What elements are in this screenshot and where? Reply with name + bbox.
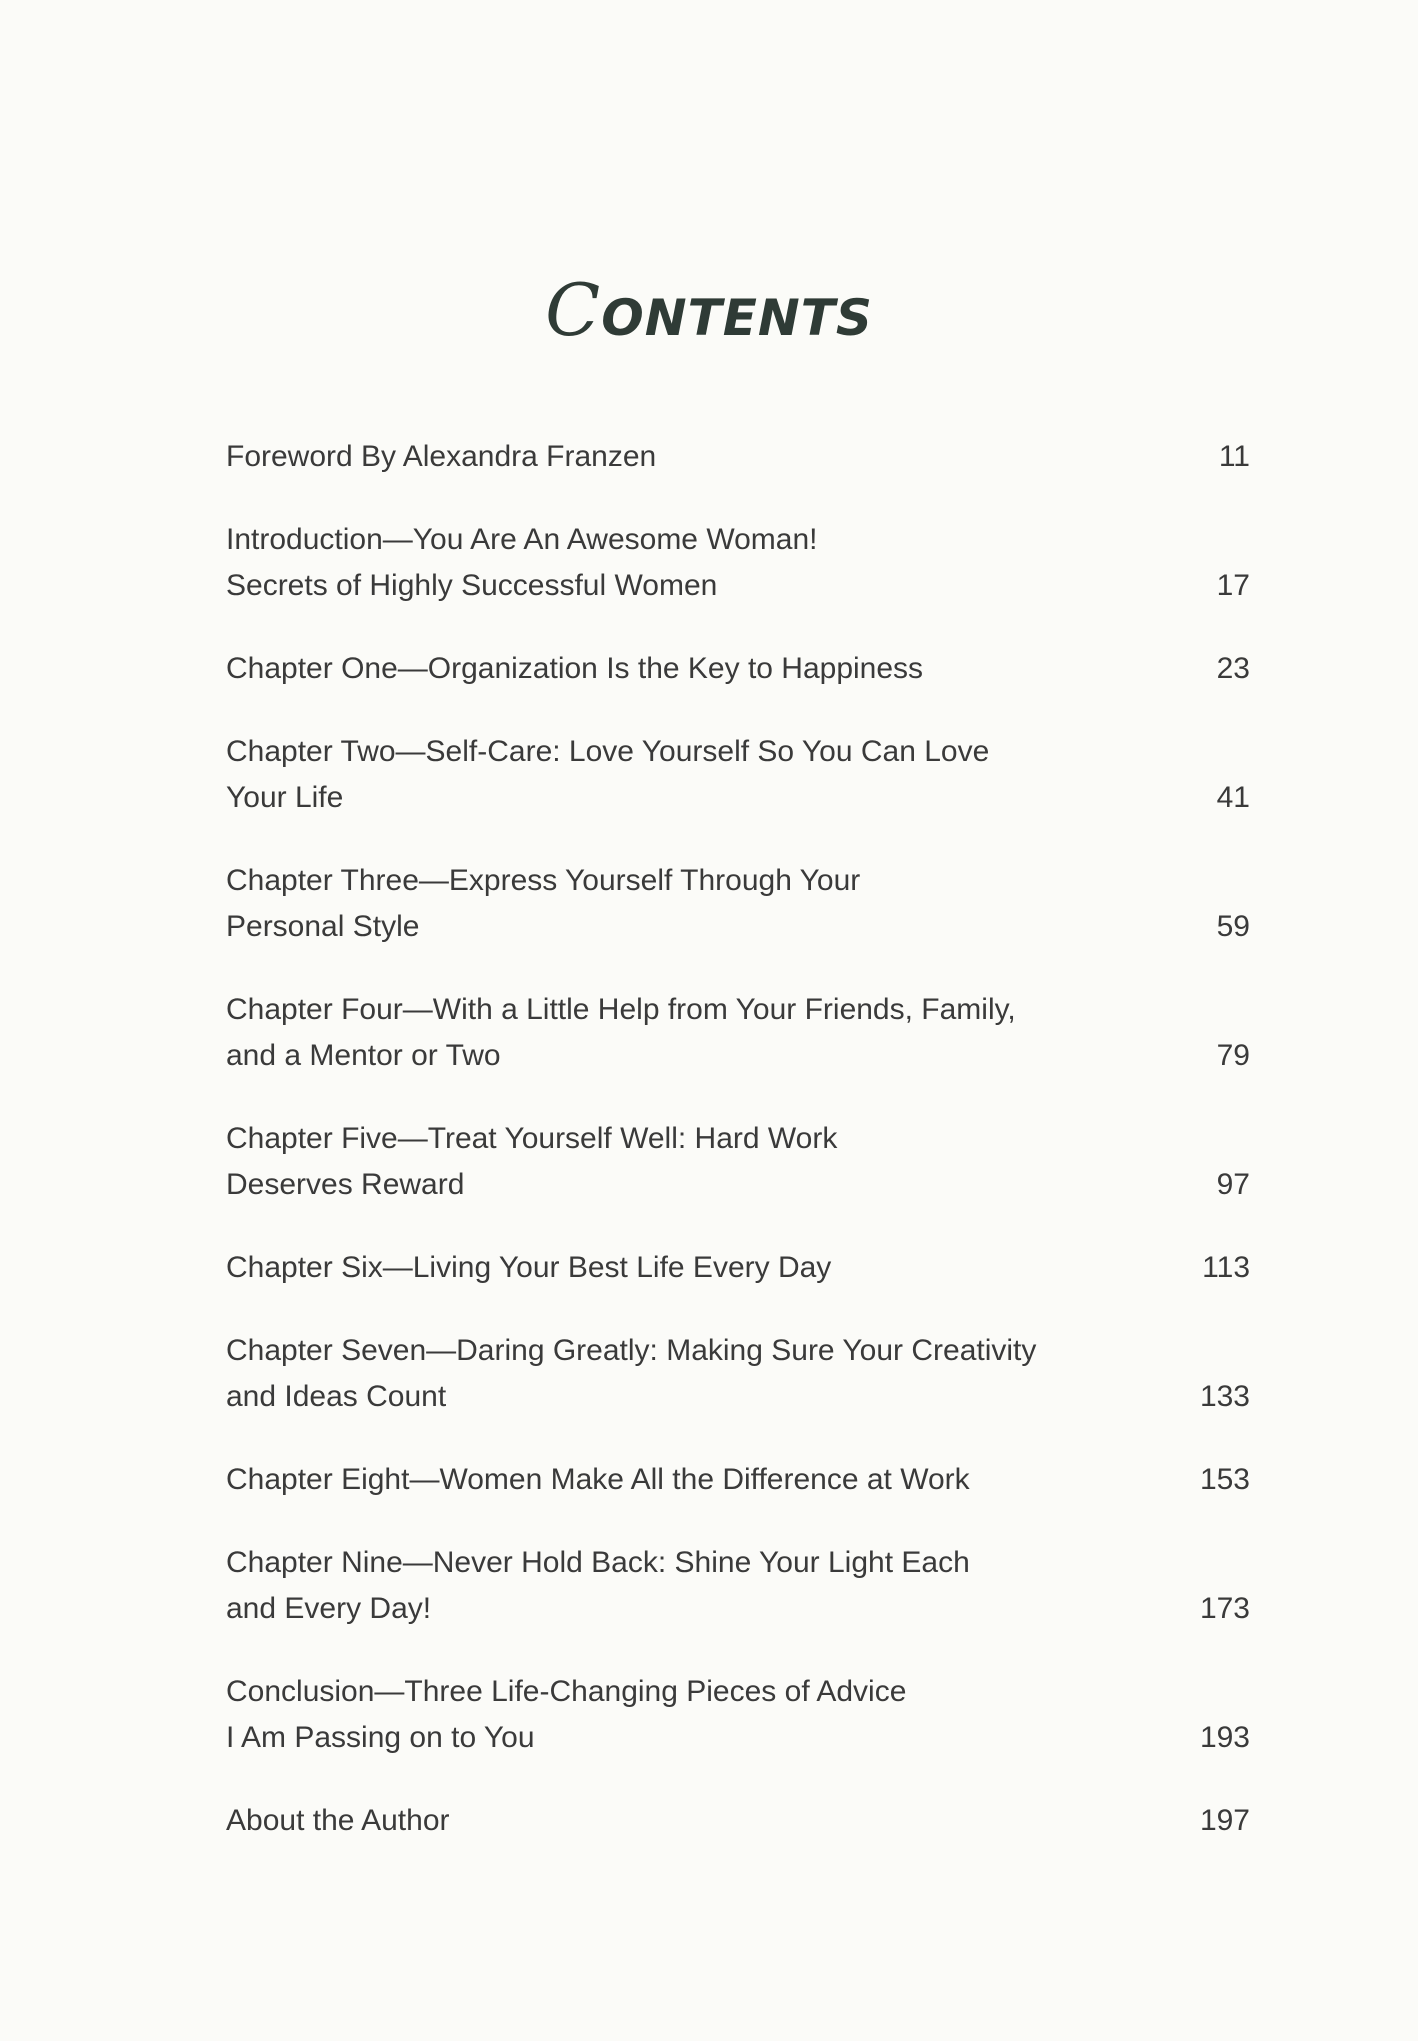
toc-entry	[226, 987, 1250, 1079]
toc-entry-line: Chapter Three—Express Yourself Through Your	[226, 864, 861, 897]
toc-entry	[226, 1669, 1250, 1761]
toc-entry-line: Chapter Six—Living Your Best Life Every Day	[226, 1251, 832, 1284]
toc-entry-line: and a Mentor or Two	[226, 1039, 501, 1072]
toc-entry-title	[226, 1328, 1036, 1420]
toc-page-number: 79	[1216, 1039, 1250, 1072]
toc-entry-line: I Am Passing on to You	[226, 1721, 535, 1754]
toc-entry	[226, 1116, 1250, 1208]
toc-entry-line: and Every Day!	[226, 1592, 432, 1625]
toc-page-number: 17	[1216, 569, 1250, 602]
title-rest: ONTENTS	[601, 289, 873, 347]
toc-page-number: 193	[1199, 1721, 1250, 1754]
toc-entry	[226, 1245, 1250, 1291]
toc-entry-line: Introduction—You Are An Awesome Woman!	[226, 523, 818, 556]
toc-page-number: 133	[1199, 1380, 1250, 1413]
toc-page-number: 173	[1199, 1592, 1250, 1625]
toc-entry-line: Chapter Four—With a Little Help from Your Friends, Family,	[226, 993, 1016, 1026]
toc-entry-line: Chapter Seven—Daring Greatly: Making Sure Your Creativity	[226, 1334, 1037, 1367]
toc-entry	[226, 1457, 1250, 1503]
table-of-contents	[226, 434, 1250, 1881]
toc-page-number: 153	[1199, 1463, 1250, 1496]
toc-page-number: 11	[1218, 440, 1250, 473]
toc-entry-line: Chapter Eight—Women Make All the Difference at Work	[226, 1463, 970, 1496]
toc-entry-title	[226, 987, 1016, 1079]
toc-entry-line: Chapter One—Organization Is the Key to Happiness	[226, 652, 924, 685]
toc-entry-title	[226, 434, 656, 480]
toc-page-number: 97	[1216, 1168, 1250, 1201]
toc-entry-line: Chapter Two—Self-Care: Love Yourself So You Can Love	[226, 735, 990, 768]
toc-entry-title	[226, 1669, 906, 1761]
toc-entry-title	[226, 1245, 831, 1291]
toc-entry	[226, 1798, 1250, 1844]
toc-entry-title	[226, 646, 923, 692]
toc-entry-line: Foreword By Alexandra Franzen	[226, 440, 657, 473]
toc-entry-line: Secrets of Highly Successful Women	[226, 569, 718, 602]
toc-entry	[226, 434, 1250, 480]
toc-page-number: 41	[1216, 781, 1250, 814]
toc-entry-line: Chapter Nine—Never Hold Back: Shine Your Light Each	[226, 1546, 970, 1579]
toc-entry-line: Conclusion—Three Life-Changing Pieces of Advice	[226, 1675, 907, 1708]
toc-entry-line: Your Life	[226, 781, 344, 814]
toc-entry	[226, 729, 1250, 821]
toc-entry	[226, 517, 1250, 609]
toc-entry-title	[226, 1798, 450, 1844]
toc-page-number: 59	[1216, 910, 1250, 943]
toc-entry	[226, 858, 1250, 950]
toc-entry-line: Personal Style	[226, 910, 420, 943]
page-title	[0, 268, 1418, 352]
toc-entry-title	[226, 517, 817, 609]
toc-entry-line: About the Author	[226, 1804, 450, 1837]
toc-entry-title	[226, 1116, 837, 1208]
toc-entry	[226, 1328, 1250, 1420]
toc-entry-title	[226, 1457, 970, 1503]
toc-entry-title	[226, 858, 860, 950]
toc-entry-title	[226, 1540, 970, 1632]
toc-page-number: 197	[1199, 1804, 1250, 1837]
toc-entry-line: Deserves Reward	[226, 1168, 465, 1201]
toc-page-number: 113	[1202, 1251, 1250, 1284]
title-initial: C	[545, 268, 602, 352]
toc-entry-line: and Ideas Count	[226, 1380, 447, 1413]
toc-page-number: 23	[1216, 652, 1250, 685]
toc-entry-title	[226, 729, 989, 821]
toc-entry-line: Chapter Five—Treat Yourself Well: Hard Work	[226, 1122, 838, 1155]
toc-entry	[226, 646, 1250, 692]
toc-entry	[226, 1540, 1250, 1632]
